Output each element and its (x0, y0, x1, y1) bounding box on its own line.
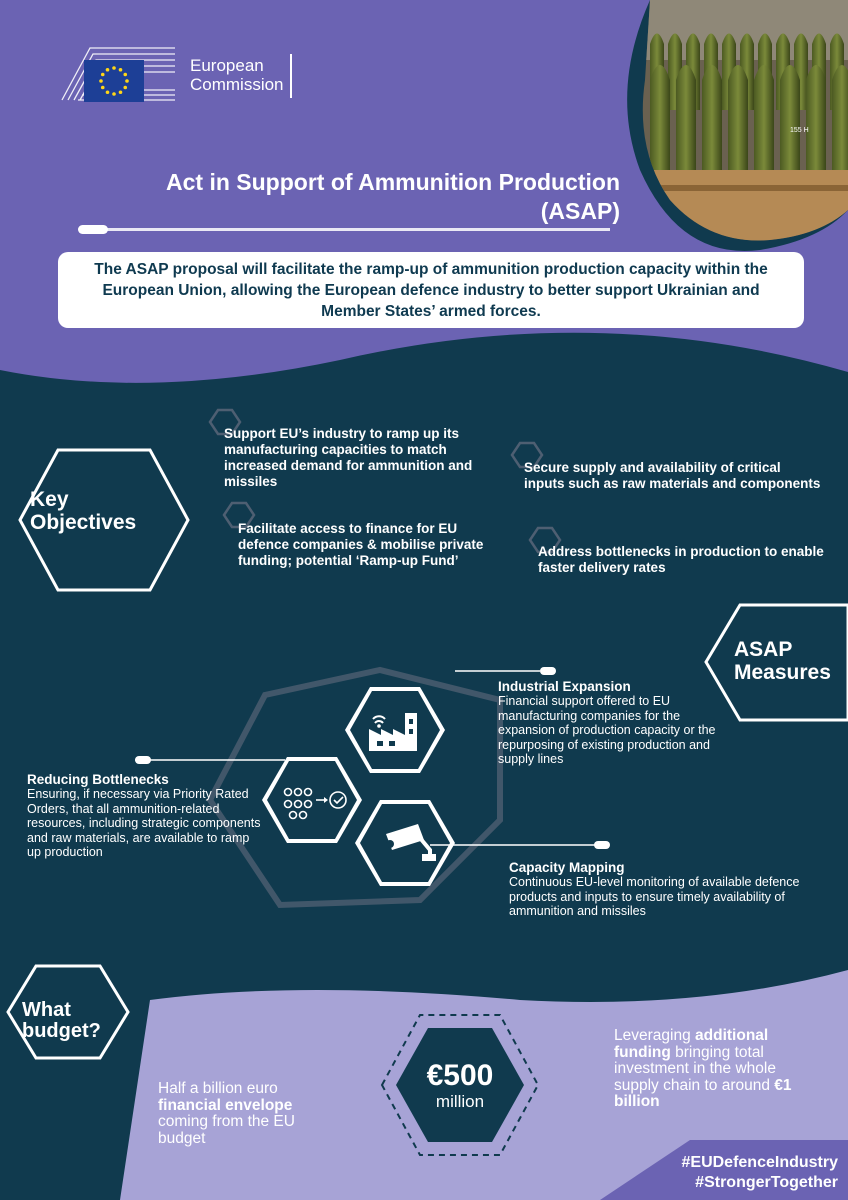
asap-measures-heading: ASAP Measures (734, 638, 831, 684)
hashtags (682, 1153, 839, 1193)
factory-icon (365, 705, 425, 755)
key-objectives-heading: Key Objectives (30, 488, 137, 534)
logo-text-european: European (190, 56, 264, 75)
objective-item: Support EU’s industry to ramp up its manufacturing capacities to match increased demand for ammunition and missiles (224, 426, 473, 489)
objective-item: Address bottlenecks in production to enable faster delivery rates (538, 544, 824, 575)
camera-icon (380, 820, 440, 865)
budget-amount: €500 million (426, 1059, 494, 1111)
measure-industrial-expansion: Industrial Expansion Financial support offered to EU manufacturing companies for the expansion of production capacity or the repurposing of existing production and supply lines (498, 679, 716, 766)
budget-left-text: Half a billion euro financial envelope coming from the EU budget (158, 1080, 295, 1147)
budget-right-text: Leveraging additional funding bringing total investment in the whole supply chain to around €1 billion (614, 1027, 792, 1110)
what-budget-heading: What budget? (22, 999, 101, 1042)
logo-text-commission: Commission (190, 75, 284, 94)
hashtag-link[interactable]: #StrongerTogether (695, 1174, 838, 1191)
intro-text: The ASAP proposal will facilitate the ramp-up of ammunition production capacity within the European Union, allowing the European defence industry to better support Ukrainian and Member States’ armed forces. (94, 260, 768, 320)
objective-item: Facilitate access to finance for EU defence companies & mobilise private funding; potential ‘Ramp-up Fund’ (238, 521, 484, 568)
measure-capacity-mapping: Capacity Mapping Continuous EU-level monitoring of available defence products and inputs to ensure timely availability of ammunition and missiles (509, 860, 800, 918)
hashtag-link[interactable]: #EUDefenceIndustry (681, 1154, 838, 1171)
checklist-icon (280, 782, 350, 822)
objective-item: Secure supply and availability of critical inputs such as raw materials and components (524, 460, 821, 491)
page-title: Act in Support of Ammunition Production (ASAP) (166, 169, 620, 224)
svg-text:155 H: 155 H (790, 127, 809, 134)
measure-reducing-bottlenecks: Reducing Bottlenecks Ensuring, if necessary via Priority Rated Orders, that all ammunition-related resources, including strategic components and raw materials, are available to ramp up production (27, 772, 261, 859)
